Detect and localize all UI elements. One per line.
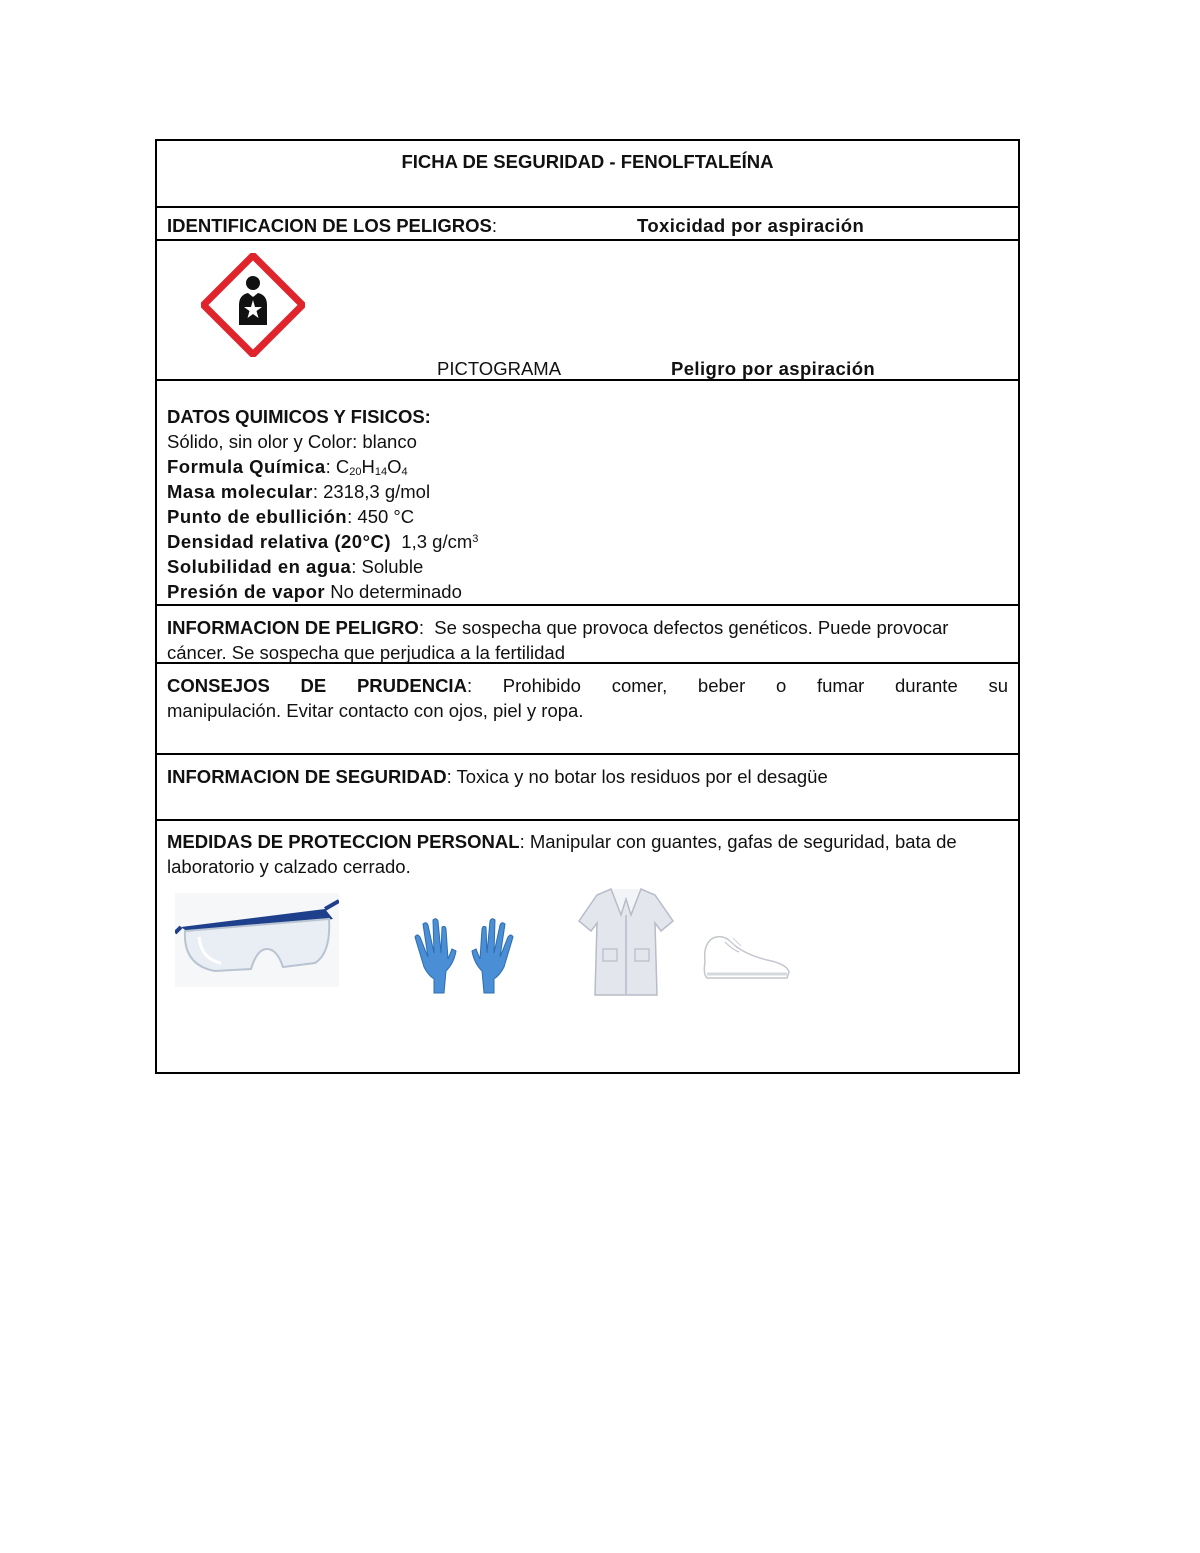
lab-coat-icon [577, 885, 675, 999]
precaution-line-1 [167, 673, 1008, 698]
formula-c: C [335, 456, 350, 477]
safety-information-label: INFORMACION DE SEGURIDAD [167, 766, 447, 787]
molecular-mass-label: Masa molecular [167, 481, 313, 502]
hazard-information-text: : Se sospecha que provoca defectos genéticos. Puede provocar cáncer. Se sospecha que perjudica a la fertilidad [167, 617, 954, 663]
solubility-line [167, 554, 1008, 579]
title-row [157, 141, 1018, 208]
pictogram-hazard: Peligro por aspiración [671, 358, 876, 379]
sheet-title: FICHA DE SEGURIDAD - FENOLFTALEÍNA [401, 151, 774, 172]
precaution-text-2: manipulación. Evitar contacto con ojos, piel y ropa. [167, 700, 584, 721]
vapor-pressure-label: Presión de vapor [167, 581, 326, 602]
boiling-point-line [167, 504, 1008, 529]
formula-o: O [387, 456, 402, 477]
personal-protection-label: MEDIDAS DE PROTECCION PERSONAL [167, 831, 520, 852]
vapor-pressure-line [167, 579, 1008, 604]
vapor-pressure-value: No determinado [325, 581, 462, 602]
formula-c-count: 20 [349, 466, 362, 478]
data-heading: DATOS QUIMICOS Y FISICOS: [167, 406, 431, 427]
safety-information-row [157, 755, 1018, 821]
density-exponent: 3 [472, 533, 479, 545]
hazard-identification-label: IDENTIFICACION DE LOS PELIGROS [167, 215, 492, 236]
precaution-advice-row [157, 664, 1018, 755]
pictogram-label: PICTOGRAMA [437, 358, 562, 379]
density-label: Densidad relativa (20°C) [167, 531, 392, 552]
formula-label: Formula Química [167, 456, 326, 477]
pictogram-row [157, 241, 1018, 381]
hazard-identification-row [157, 208, 1018, 241]
precaution-text-1: : Prohibido comer, beber o fumar durante su [466, 675, 1008, 696]
safety-goggles-icon [175, 893, 339, 987]
hazard-identification-value: Toxicidad por aspiración [637, 215, 865, 236]
molecular-mass-line [167, 479, 1008, 504]
hazard-information-row [157, 606, 1018, 664]
formula-h-count: 14 [374, 466, 388, 478]
density-value: 1,3 g/cm [391, 531, 473, 552]
formula-line: Formula Química: $C_{20}H_{14}O_4$ [167, 456, 408, 478]
personal-protection-paragraph [167, 829, 1012, 879]
hazard-identification [167, 213, 497, 238]
data-description: Sólido, sin olor y Color: blanco [167, 431, 417, 452]
molecular-mass-value: : 2318,3 g/mol [312, 481, 431, 502]
precaution-label: CONSEJOS DE PRUDENCIA [167, 675, 467, 696]
chemical-physical-data-row [157, 381, 1018, 606]
hazard-information-label: INFORMACION DE PELIGRO [167, 617, 419, 638]
density-line [167, 529, 1008, 554]
closed-shoe-icon [701, 930, 791, 982]
solubility-label: Solubilidad en agua [167, 556, 352, 577]
boiling-point-label: Punto de ebullición [167, 506, 348, 527]
formula-h: H [361, 456, 375, 477]
gloves-icon [414, 909, 514, 995]
hazard-identification-colon: : [491, 215, 497, 236]
health-hazard-icon [201, 253, 305, 357]
solubility-value: : Soluble [351, 556, 424, 577]
safety-information-text: : Toxica y no botar los residuos por el desagüe [446, 766, 828, 787]
personal-protection-text: : Manipular con guantes, gafas de seguridad, bata de laboratorio y calzado cerrado. [167, 831, 957, 877]
formula-o-count: 4 [401, 466, 408, 478]
boiling-point-value: : 450 °C [347, 506, 415, 527]
